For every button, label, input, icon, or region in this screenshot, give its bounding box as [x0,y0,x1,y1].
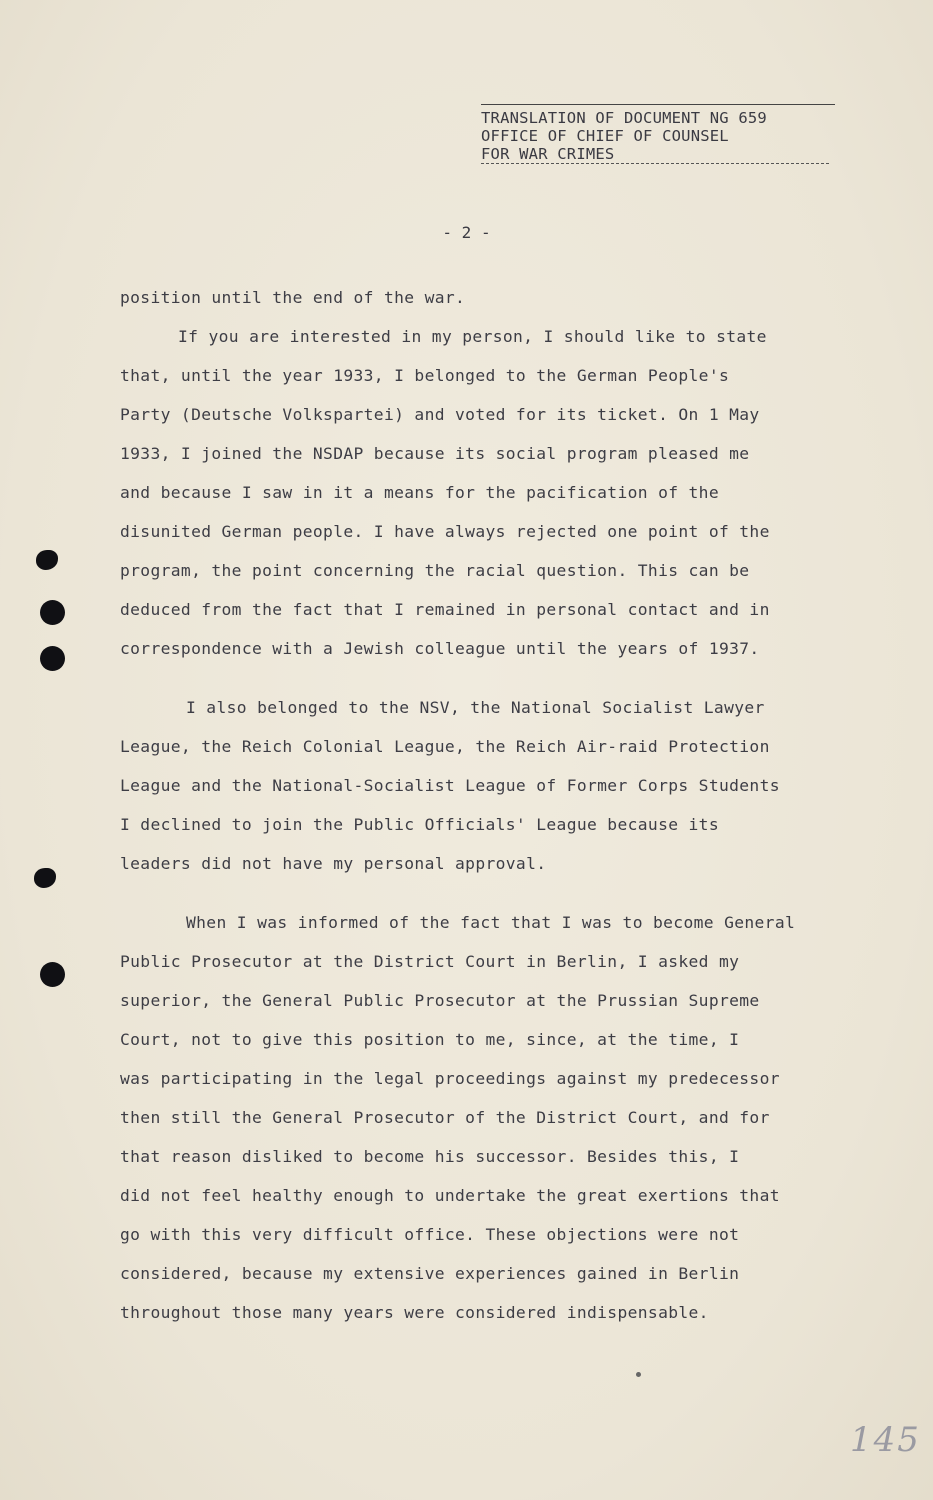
text-line: was participating in the legal proceedings against my predecessor [120,1069,780,1088]
text-line: did not feel healthy enough to undertake the great exertions that [120,1186,780,1205]
punch-hole [40,646,65,671]
header-translation-line: TRANSLATION OF DOCUMENT NG 659 [481,104,835,127]
text-line: superior, the General Public Prosecutor at the Prussian Supreme [120,991,760,1010]
text-line: Party (Deutsche Volkspartei) and voted for its ticket. On 1 May [120,405,760,424]
text-line: that, until the year 1933, I belonged to the German People's [120,366,730,385]
body-text [120,278,860,1332]
text-line: then still the General Prosecutor of the District Court, and for [120,1108,770,1127]
text-line: League and the National-Socialist League of Former Corps Students [120,776,780,795]
text-line: correspondence with a Jewish colleague until the years of 1937. [120,639,760,658]
text-line: disunited German people. I have always rejected one point of the [120,522,770,541]
header-office-line: OFFICE OF CHIEF OF COUNSEL [481,127,729,145]
text-line: throughout those many years were considered indispensable. [120,1303,709,1322]
page-number: - 2 - [442,223,491,242]
paper-speck [636,1372,641,1377]
text-line: program, the point concerning the racial question. This can be [120,561,750,580]
text-line: leaders did not have my personal approval. [120,854,547,873]
text-line: Public Prosecutor at the District Court in Berlin, I asked my [120,952,740,971]
text-line: that reason disliked to become his successor. Besides this, I [120,1147,740,1166]
text-line: I also belonged to the NSV, the National Socialist Lawyer [186,698,765,717]
text-line: and because I saw in it a means for the pacification of the [120,483,719,502]
header-war-crimes-line: FOR WAR CRIMES [481,145,829,164]
punch-hole [36,550,58,570]
folio-number: 145 [850,1420,921,1460]
text-line: League, the Reich Colonial League, the Reich Air-raid Protection [120,737,770,756]
text-line: 1933, I joined the NSDAP because its social program pleased me [120,444,750,463]
text-line: I declined to join the Public Officials' League because its [120,815,719,834]
text-line: position until the end of the war. [120,288,466,307]
punch-hole [34,868,56,888]
punch-hole [40,600,65,625]
text-line: Court, not to give this position to me, since, at the time, I [120,1030,740,1049]
text-line: considered, because my extensive experiences gained in Berlin [120,1264,740,1283]
text-line: When I was informed of the fact that I was to become General [186,913,796,932]
text-line: deduced from the fact that I remained in personal contact and in [120,600,770,619]
document-header [481,104,831,164]
text-line: go with this very difficult office. These objections were not [120,1225,740,1244]
punch-hole [40,962,65,987]
text-line: If you are interested in my person, I should like to state [178,327,767,346]
